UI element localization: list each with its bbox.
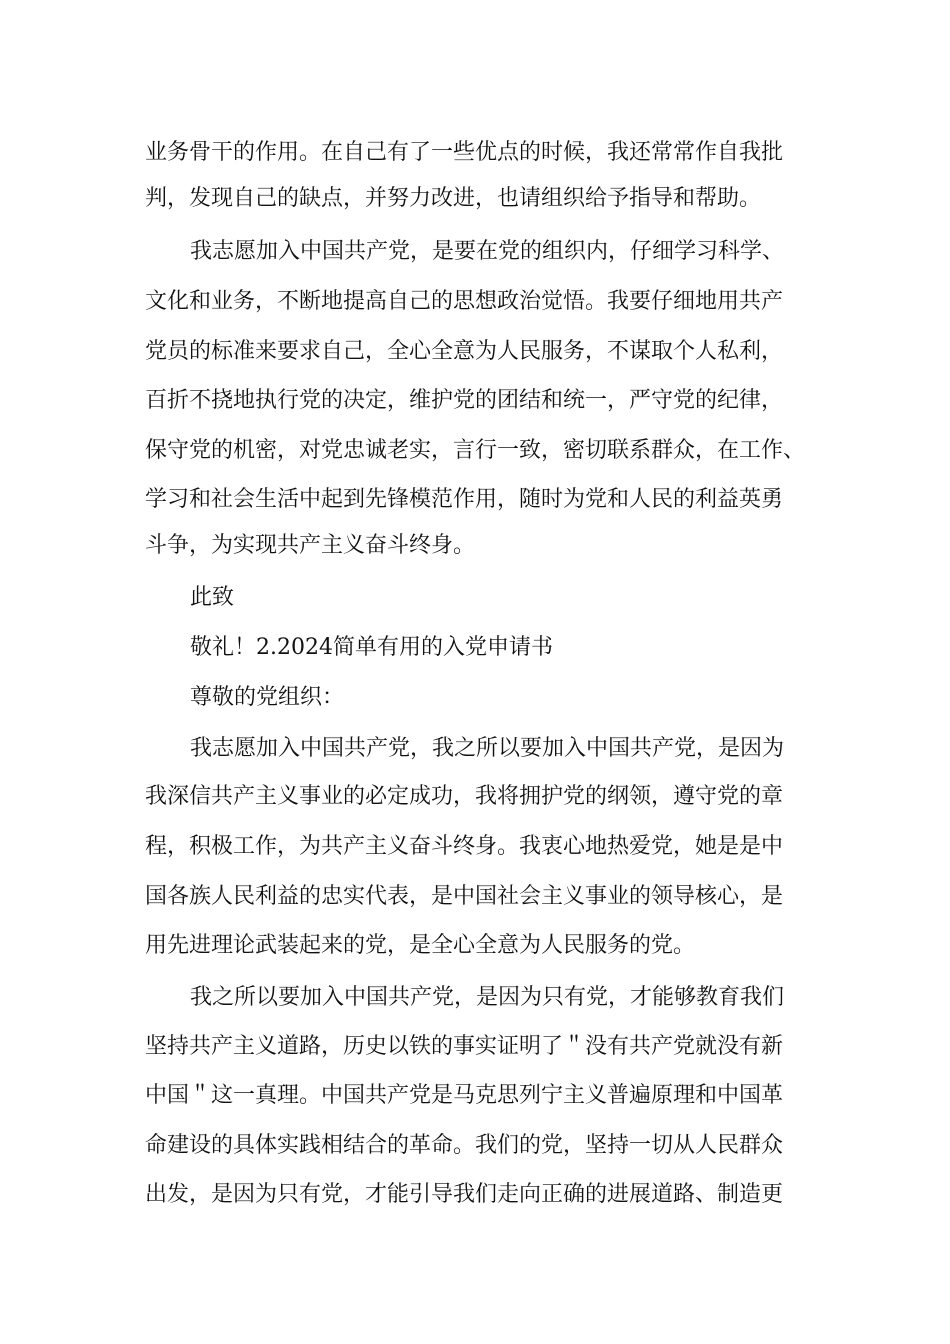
closing-salutation: 此致: [190, 585, 235, 610]
text-line: 百折不挠地执行党的决定，维护党的团结和统一，严守党的纪律，: [145, 388, 784, 413]
closing-and-section-heading: 敬礼！2.2024简单有用的入党申请书: [190, 635, 553, 660]
text-line: 保守党的机密，对党忠诚老实，言行一致，密切联系群众，在工作、: [145, 438, 806, 463]
text-line: 用先进理论武装起来的党，是全心全意为人民服务的党。: [145, 933, 696, 958]
text-line: 文化和业务，不断地提高自己的思想政治觉悟。我要仔细地用共产: [145, 289, 784, 314]
text-line: 坚持共产主义道路，历史以铁的事实证明了＂没有共产党就没有新: [145, 1034, 784, 1059]
greeting: 尊敬的党组织：: [190, 685, 345, 710]
paragraph-first-line: 我志愿加入中国共产党，我之所以要加入中国共产党，是因为: [190, 736, 785, 761]
text-line: 国各族人民利益的忠实代表，是中国社会主义事业的领导核心，是: [145, 884, 784, 909]
text-line: 程，积极工作，为共产主义奋斗终身。我衷心地热爱党，她是是中: [145, 834, 784, 859]
text-line: 出发，是因为只有党，才能引导我们走向正确的进展道路、制造更: [145, 1182, 784, 1207]
paragraph-first-line: 我之所以要加入中国共产党，是因为只有党，才能够教育我们: [190, 985, 785, 1010]
text-line: 学习和社会生活中起到先锋模范作用，随时为党和人民的利益英勇: [145, 487, 784, 512]
paragraph-first-line: 我志愿加入中国共产党，是要在党的组织内，仔细学习科学、: [190, 239, 785, 264]
text-line: 斗争，为实现共产主义奋斗终身。: [145, 533, 476, 558]
text-line: 业务骨干的作用。在自己有了一些优点的时候，我还常常作自我批: [145, 140, 784, 165]
text-line: 判，发现自己的缺点，并努力改进，也请组织给予指导和帮助。: [145, 186, 762, 211]
text-line: 中国＂这一真理。中国共产党是马克思列宁主义普遍原理和中国革: [145, 1083, 784, 1108]
text-line: 党员的标准来要求自己，全心全意为人民服务，不谋取个人私利，: [145, 339, 784, 364]
text-line: 命建设的具体实践相结合的革命。我们的党，坚持一切从人民群众: [145, 1133, 784, 1158]
text-line: 我深信共产主义事业的必定成功，我将拥护党的纲领，遵守党的章: [145, 784, 784, 809]
